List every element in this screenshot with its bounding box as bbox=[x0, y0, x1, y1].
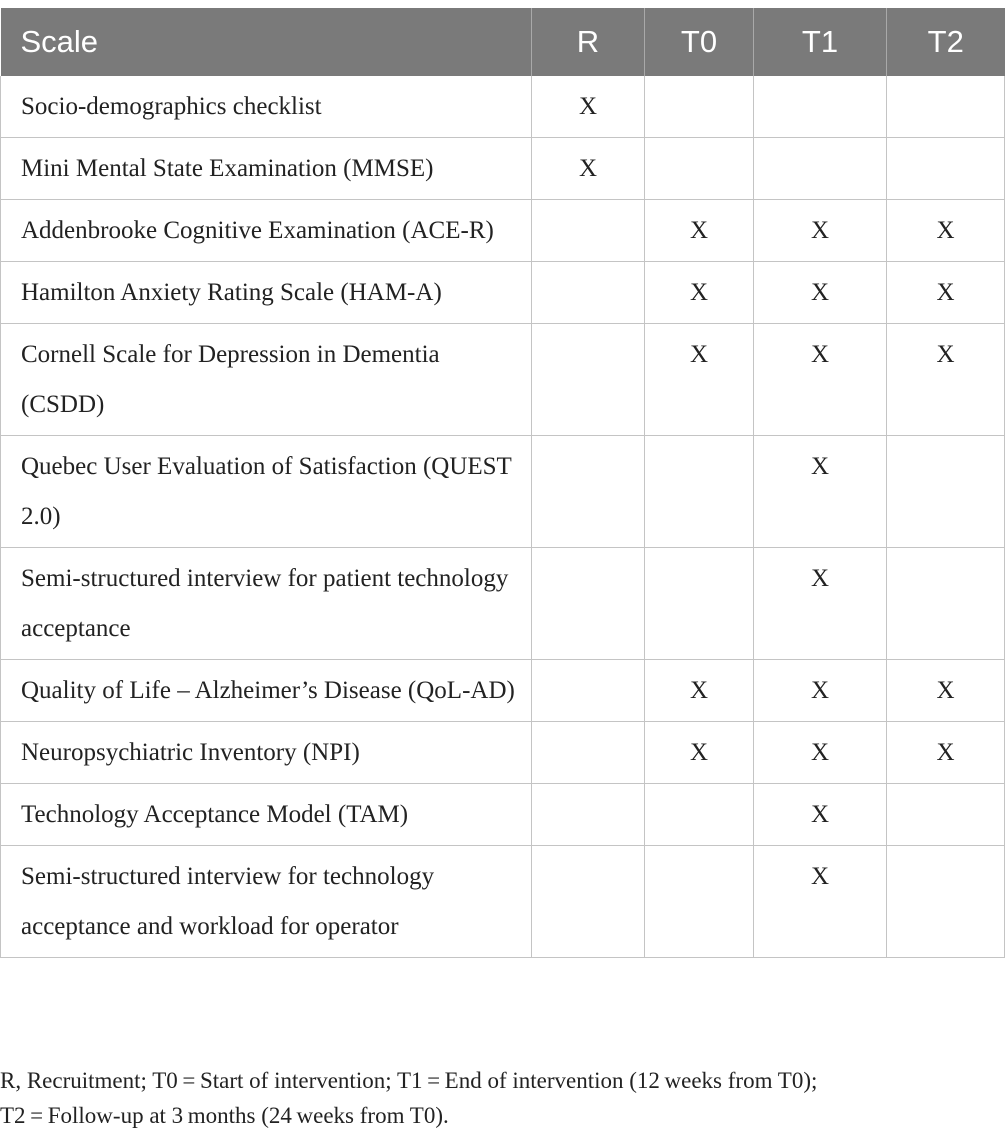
t2-cell: X bbox=[887, 262, 1005, 324]
r-cell: X bbox=[532, 76, 645, 138]
t0-cell bbox=[645, 436, 754, 548]
table-row bbox=[1, 784, 1005, 846]
t2-cell bbox=[887, 138, 1005, 200]
table-row bbox=[1, 722, 1005, 784]
table-footnote bbox=[0, 1063, 1004, 1133]
table-row bbox=[1, 548, 1005, 660]
scale-name-cell: Socio-demographics checklist bbox=[1, 76, 532, 138]
t0-cell: X bbox=[645, 660, 754, 722]
t2-cell bbox=[887, 76, 1005, 138]
r-cell bbox=[532, 846, 645, 958]
r-cell bbox=[532, 262, 645, 324]
r-cell bbox=[532, 436, 645, 548]
footnote-line-2: T2 = Follow-up at 3 months (24 weeks from T0). bbox=[0, 1103, 449, 1128]
scale-name-cell: Quality of Life – Alzheimer’s Disease (QoL-AD) bbox=[1, 660, 532, 722]
scale-name-cell: Addenbrooke Cognitive Examination (ACE-R) bbox=[1, 200, 532, 262]
table-row bbox=[1, 138, 1005, 200]
scale-name-cell: Quebec User Evaluation of Satisfaction (QUEST 2.0) bbox=[1, 436, 532, 548]
t0-cell bbox=[645, 76, 754, 138]
t2-cell: X bbox=[887, 722, 1005, 784]
footnote-line-1: R, Recruitment; T0 = Start of intervention; T1 = End of intervention (12 weeks from T0); bbox=[0, 1068, 818, 1093]
r-cell bbox=[532, 548, 645, 660]
scale-name-cell: Mini Mental State Examination (MMSE) bbox=[1, 138, 532, 200]
t1-cell: X bbox=[754, 200, 887, 262]
r-cell bbox=[532, 200, 645, 262]
scale-name-cell: Semi-structured interview for patient technology acceptance bbox=[1, 548, 532, 660]
t0-cell bbox=[645, 138, 754, 200]
table-row bbox=[1, 262, 1005, 324]
scale-name-cell: Technology Acceptance Model (TAM) bbox=[1, 784, 532, 846]
t2-cell bbox=[887, 436, 1005, 548]
scale-name-cell: Semi-structured interview for technology acceptance and workload for operator bbox=[1, 846, 532, 958]
header-t1: T1 bbox=[754, 8, 887, 76]
t1-cell: X bbox=[754, 324, 887, 436]
t2-cell: X bbox=[887, 324, 1005, 436]
t0-cell: X bbox=[645, 200, 754, 262]
header-r: R bbox=[532, 8, 645, 76]
table-row bbox=[1, 76, 1005, 138]
t1-cell bbox=[754, 138, 887, 200]
table-row bbox=[1, 200, 1005, 262]
t0-cell bbox=[645, 548, 754, 660]
t1-cell: X bbox=[754, 846, 887, 958]
r-cell bbox=[532, 722, 645, 784]
table-row bbox=[1, 660, 1005, 722]
table-row bbox=[1, 436, 1005, 548]
t0-cell bbox=[645, 784, 754, 846]
t2-cell bbox=[887, 846, 1005, 958]
t1-cell: X bbox=[754, 784, 887, 846]
t0-cell bbox=[645, 846, 754, 958]
t0-cell: X bbox=[645, 722, 754, 784]
t2-cell bbox=[887, 784, 1005, 846]
t1-cell bbox=[754, 76, 887, 138]
table-header-row bbox=[1, 8, 1005, 76]
assessment-schedule-table bbox=[0, 8, 1005, 958]
r-cell bbox=[532, 784, 645, 846]
t2-cell: X bbox=[887, 200, 1005, 262]
t1-cell: X bbox=[754, 436, 887, 548]
t1-cell: X bbox=[754, 660, 887, 722]
t0-cell: X bbox=[645, 262, 754, 324]
t1-cell: X bbox=[754, 262, 887, 324]
t0-cell: X bbox=[645, 324, 754, 436]
t2-cell bbox=[887, 548, 1005, 660]
scale-name-cell: Neuropsychiatric Inventory (NPI) bbox=[1, 722, 532, 784]
header-t0: T0 bbox=[645, 8, 754, 76]
t2-cell: X bbox=[887, 660, 1005, 722]
header-scale: Scale bbox=[1, 8, 532, 76]
r-cell: X bbox=[532, 138, 645, 200]
header-t2: T2 bbox=[887, 8, 1005, 76]
table-row bbox=[1, 846, 1005, 958]
scale-name-cell: Hamilton Anxiety Rating Scale (HAM-A) bbox=[1, 262, 532, 324]
table-row bbox=[1, 324, 1005, 436]
r-cell bbox=[532, 324, 645, 436]
t1-cell: X bbox=[754, 548, 887, 660]
r-cell bbox=[532, 660, 645, 722]
t1-cell: X bbox=[754, 722, 887, 784]
scale-name-cell: Cornell Scale for Depression in Dementia (CSDD) bbox=[1, 324, 532, 436]
schedule-table-container bbox=[0, 8, 1004, 958]
